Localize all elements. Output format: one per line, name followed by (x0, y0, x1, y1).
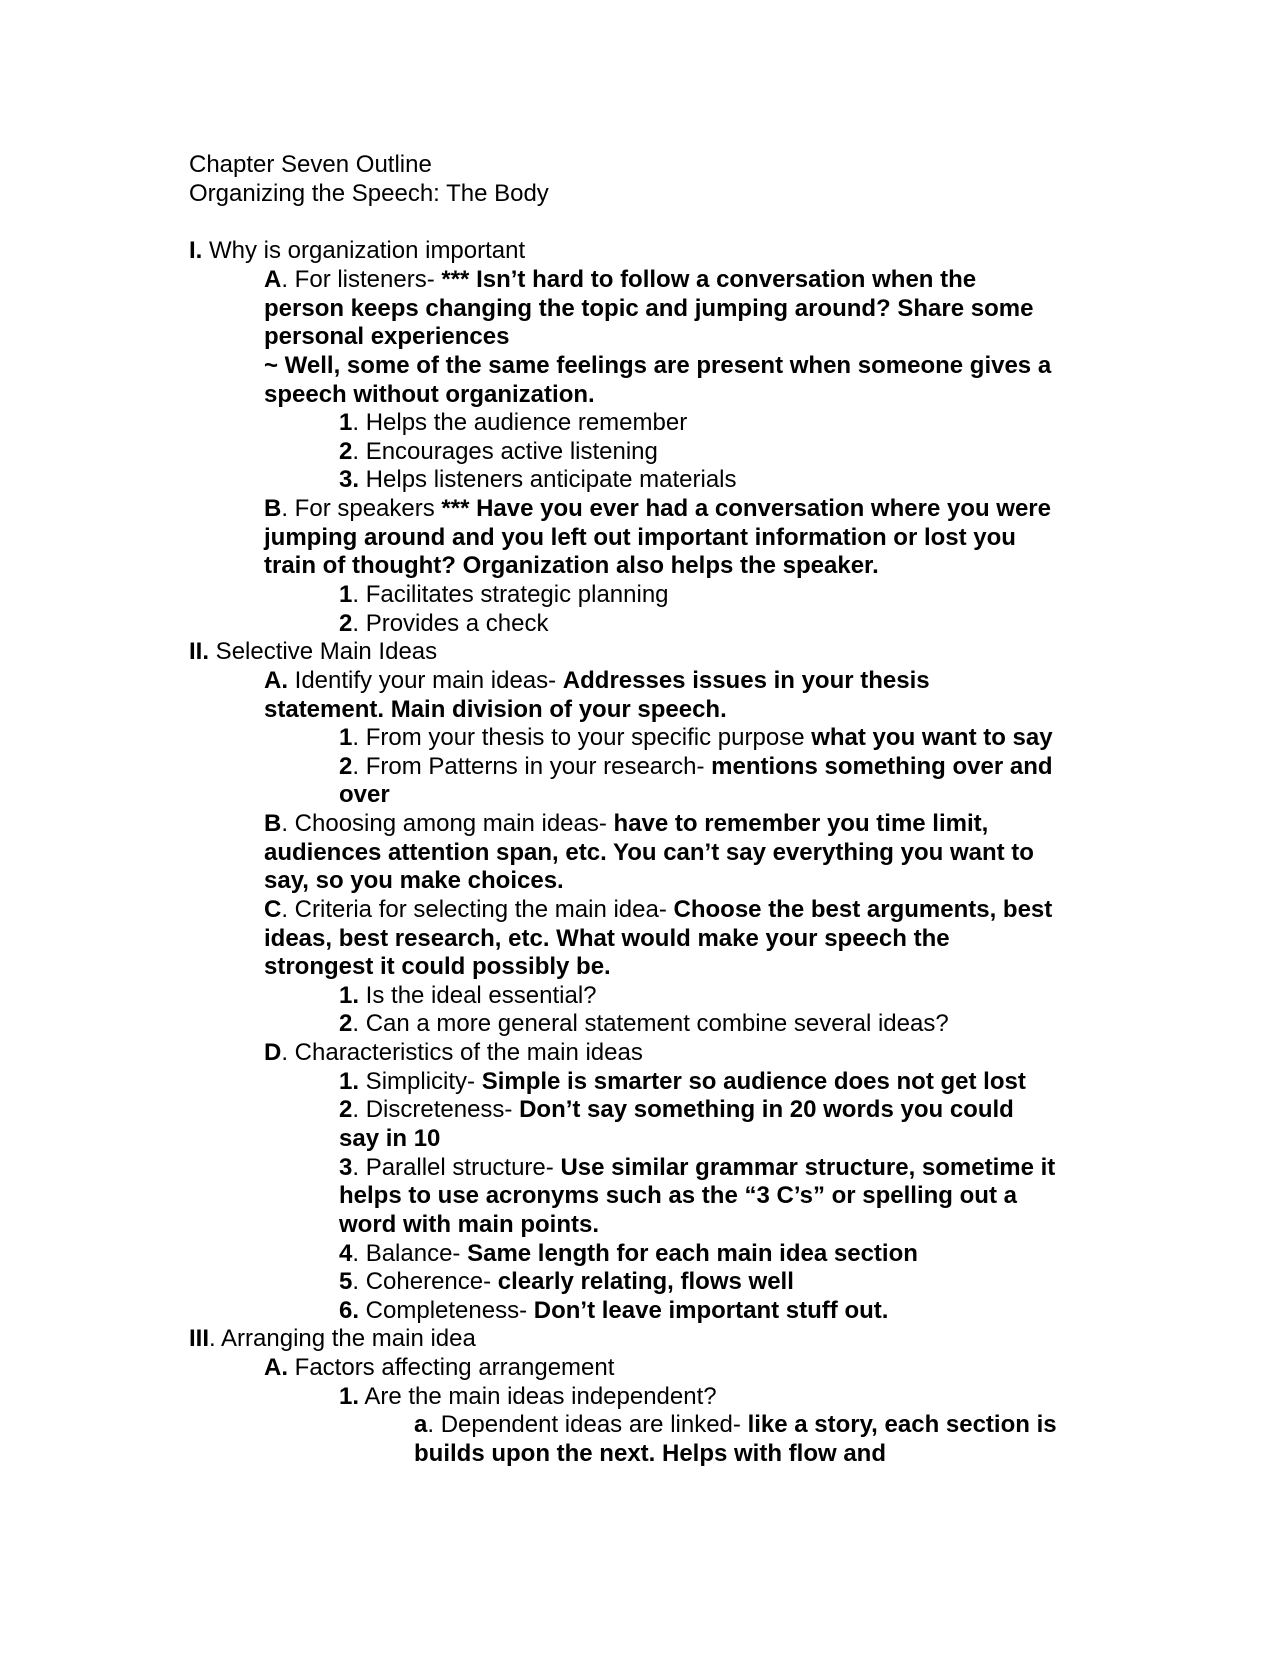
outline-item-2c-line3: strongest it could possibly be. (264, 953, 611, 980)
outline-item-2a1: 1. From your thesis to your specific purpose what you want to say (339, 724, 1053, 751)
outline-item-3a1a: a. Dependent ideas are linked- like a story, each section is (414, 1411, 1057, 1438)
outline-item-2d6: 6. Completeness- Don’t leave important stuff out. (339, 1297, 889, 1324)
outline-item-2d5: 5. Coherence- clearly relating, flows well (339, 1268, 794, 1295)
outline-item-1a3: 3. Helps listeners anticipate materials (339, 466, 737, 493)
outline-heading-3: III. Arranging the main idea (189, 1325, 476, 1352)
outline-item-2d3-line2: helps to use acronyms such as the “3 C’s” or spelling out a (339, 1182, 1017, 1209)
outline-item-1a-line4: ~ Well, some of the same feelings are present when someone gives a (264, 352, 1052, 379)
outline-item-1a2: 2. Encourages active listening (339, 438, 658, 465)
outline-item-3a1: 1. Are the main ideas independent? (339, 1383, 717, 1410)
outline-item-2b-line2: audiences attention span, etc. You can’t say everything you want to (264, 839, 1034, 866)
outline-item-2a: A. Identify your main ideas- Addresses issues in your thesis (264, 667, 930, 694)
outline-item-1a: A. For listeners- *** Isn’t hard to follow a conversation when the (264, 266, 977, 293)
outline-item-1b2: 2. Provides a check (339, 610, 549, 637)
outline-item-3a: A. Factors affecting arrangement (264, 1354, 615, 1381)
outline-item-2d: D. Characteristics of the main ideas (264, 1039, 643, 1066)
outline-item-2a-line2: statement. Main division of your speech. (264, 696, 727, 723)
outline-item-2c: C. Criteria for selecting the main idea- Choose the best arguments, best (264, 896, 1053, 923)
outline-item-1b1: 1. Facilitates strategic planning (339, 581, 669, 608)
outline-item-2d2-line2: say in 10 (339, 1125, 441, 1152)
outline-heading-2: II. Selective Main Ideas (189, 638, 438, 665)
outline-item-1a-line3: personal experiences (264, 323, 510, 350)
outline-item-2b: B. Choosing among main ideas- have to remember you time limit, (264, 810, 989, 837)
outline-item-1b-line3: train of thought? Organization also helps the speaker. (264, 552, 879, 579)
document-title: Chapter Seven Outline (189, 151, 432, 178)
outline-item-2c2: 2. Can a more general statement combine several ideas? (339, 1010, 949, 1037)
outline-item-1b-line2: jumping around and you left out important information or lost you (264, 524, 1016, 551)
outline-item-1a-line2: person keeps changing the topic and jumping around? Share some (264, 295, 1034, 322)
outline-item-2d3: 3. Parallel structure- Use similar grammar structure, sometime it (339, 1154, 1056, 1181)
outline-item-1a1: 1. Helps the audience remember (339, 409, 688, 436)
outline-item-2c-line2: ideas, best research, etc. What would make your speech the (264, 925, 950, 952)
outline-item-2d1: 1. Simplicity- Simple is smarter so audience does not get lost (339, 1068, 1026, 1095)
outline-item-2d3-line3: word with main points. (339, 1211, 599, 1238)
outline-item-2d4: 4. Balance- Same length for each main idea section (339, 1240, 918, 1267)
outline-item-3a1a-line2: builds upon the next. Helps with flow and (414, 1440, 886, 1467)
outline-item-1b: B. For speakers *** Have you ever had a conversation where you were (264, 495, 1051, 522)
outline-item-2d2: 2. Discreteness- Don’t say something in 20 words you could (339, 1096, 1014, 1123)
outline-item-2c1: 1. Is the ideal essential? (339, 982, 597, 1009)
outline-item-2a2-line2: over (339, 781, 390, 808)
outline-item-1a-line5: speech without organization. (264, 381, 595, 408)
outline-heading-1: I. Why is organization important (189, 237, 526, 264)
document-subtitle: Organizing the Speech: The Body (189, 180, 549, 207)
outline-item-2b-line3: say, so you make choices. (264, 867, 564, 894)
outline-item-2a2: 2. From Patterns in your research- mentions something over and (339, 753, 1053, 780)
